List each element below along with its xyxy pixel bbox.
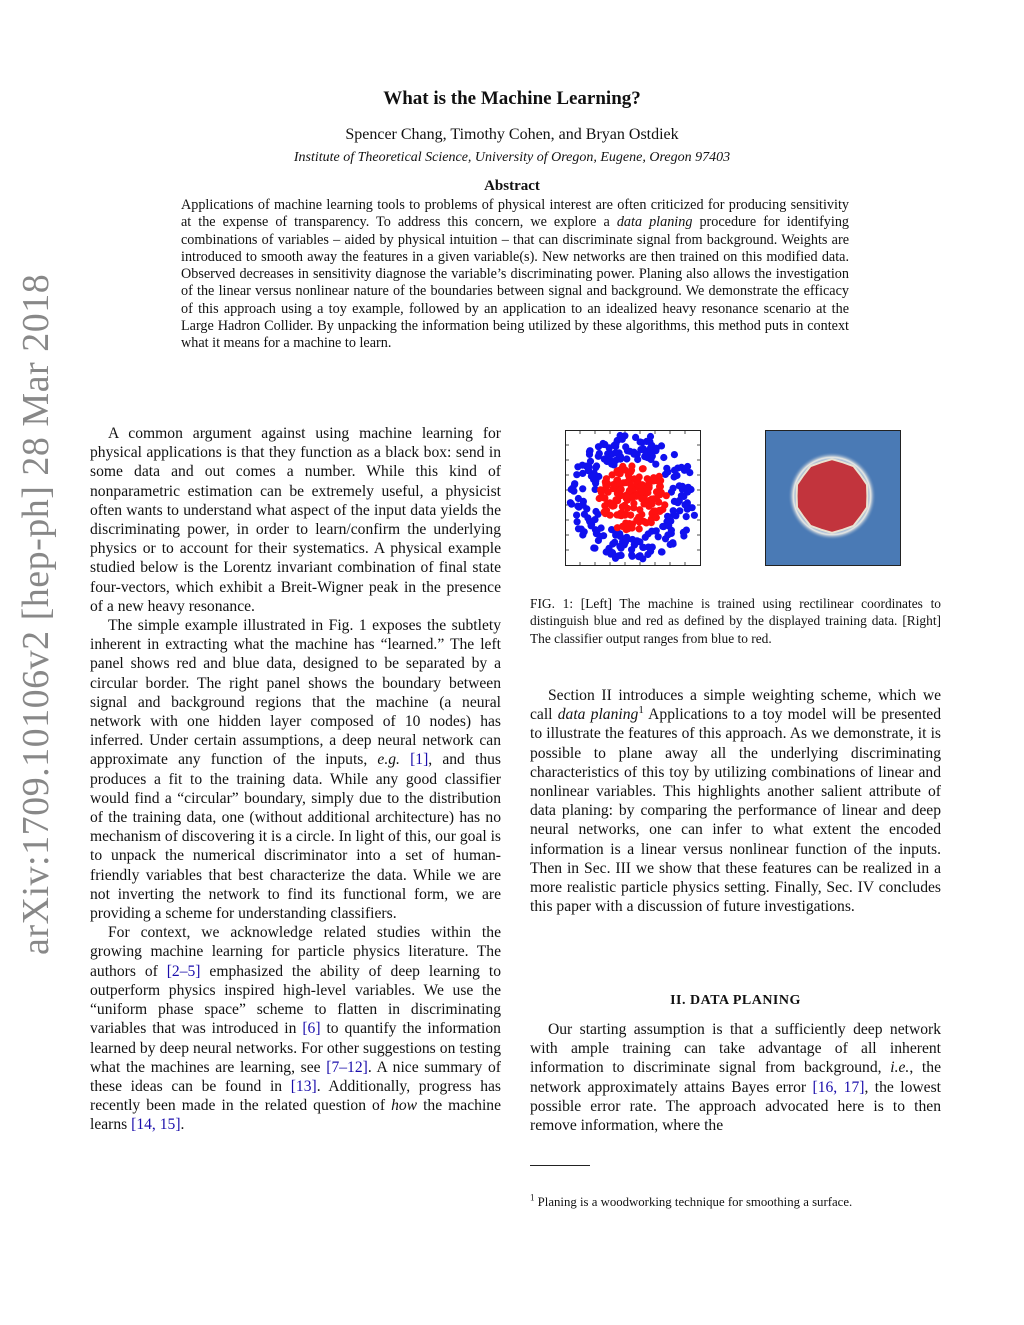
red-point (598, 493, 605, 500)
blue-point (691, 512, 698, 519)
citation-16-17[interactable]: [16, 17] (812, 1078, 865, 1096)
blue-point (671, 451, 678, 458)
section-2-paragraph-1: Our starting assumption is that a sufficiently deep network with ample training can take advantage of all inherent information to discriminate signal from background, i.e., the network approximately attains Bayes error [16, 17], the lowest possible error rate. The approach advocated here is to then remove information, where the (530, 1021, 941, 1135)
blue-point (619, 436, 626, 443)
blue-point (623, 455, 630, 462)
red-point (644, 475, 651, 482)
blue-point (603, 548, 610, 555)
blue-point (586, 448, 593, 455)
blue-point (568, 486, 575, 493)
blue-point (579, 485, 586, 492)
red-point (604, 500, 611, 507)
blue-point (573, 512, 580, 519)
red-point (622, 520, 629, 527)
red-point (656, 507, 663, 514)
abstract-heading: Abstract (484, 178, 540, 194)
footnote-1: $^1$ Planing is a woodworking technique for smoothing a surface. (530, 1192, 853, 1209)
citation-14-15[interactable]: [14, 15] (131, 1116, 181, 1134)
blue-point (644, 454, 651, 461)
red-point (629, 494, 636, 501)
blue-point (583, 463, 590, 470)
figure-left-scatter (565, 430, 701, 566)
authors: Spencer Chang, Timothy Cohen, and Bryan Ostdiek (345, 126, 679, 143)
red-point (658, 489, 665, 496)
blue-point (678, 492, 685, 499)
blue-point (647, 548, 654, 555)
intro-paragraph-3: For context, we acknowledge related studies within the growing machine learning for particle physics literature. The authors of [2–5] emphasized the ability of deep learning to outperform physics inspired high-level variables. We use the “uniform phase space” scheme to flatten in discriminating variables that was introduced in [6] to quantify the information learned by deep neural networks. For other suggestions on testing what the machines are learning, see [7–12]. A nice summary of these ideas can be found in [13]. Additionally, progress has recently been made in the related question of how the machine learns [14, 15]. (90, 924, 502, 1134)
blue-point (592, 526, 599, 533)
right-column-intro (530, 686, 941, 916)
figure-right-classifier (765, 430, 901, 566)
blue-point (568, 501, 575, 508)
red-point (622, 511, 629, 518)
blue-point (632, 434, 639, 441)
blue-point (680, 532, 687, 539)
blue-point (591, 545, 598, 552)
blue-point (629, 553, 636, 560)
blue-point (652, 447, 659, 454)
blue-point (573, 471, 580, 478)
blue-point (617, 453, 624, 460)
blue-point (673, 472, 680, 479)
blue-point (615, 552, 622, 559)
section-2-heading: II. DATA PLANING (670, 993, 801, 1008)
red-point (605, 489, 612, 496)
blue-point (643, 438, 650, 445)
red-point (619, 503, 626, 510)
blue-point (586, 517, 593, 524)
blue-point (658, 548, 665, 555)
blue-point (609, 549, 616, 556)
citation-6[interactable]: [6] (302, 1020, 321, 1038)
red-point (636, 473, 643, 480)
red-point (655, 499, 662, 506)
citation-7-12[interactable]: [7–12] (326, 1058, 368, 1076)
red-point (650, 474, 657, 481)
blue-point (580, 498, 587, 505)
blue-point (599, 440, 606, 447)
blue-point (622, 443, 629, 450)
red-point (636, 525, 643, 532)
blue-point (684, 463, 691, 470)
blue-point (674, 499, 681, 506)
blue-point (612, 440, 619, 447)
figure-1-caption: FIG. 1: [Left] The machine is trained using rectilinear coordinates to distinguish blue and red as defined by the displayed training data. [Right] The classifier output ranges from blue to red. (530, 596, 941, 646)
arxiv-stamp: arXiv:1709.10106v2 [hep-ph] 28 Mar 2018 (15, 273, 57, 955)
blue-point (616, 543, 623, 550)
blue-point (574, 518, 581, 525)
blue-point (652, 461, 659, 468)
blue-point (597, 533, 604, 540)
left-column (90, 424, 501, 1135)
blue-point (689, 504, 696, 511)
blue-point (617, 533, 624, 540)
blue-point (581, 528, 588, 535)
red-point (610, 481, 617, 488)
citation-1[interactable]: [1] (410, 751, 429, 769)
blue-point (608, 451, 615, 458)
blue-point (623, 534, 630, 541)
red-point (622, 479, 629, 486)
paper-title: What is the Machine Learning? (383, 88, 641, 109)
intro-paragraph-2: The simple example illustrated in Fig. 1 exposes the subtlety inherent in extracting what the machine has “learned.” The left panel shows red and blue data, designed to be separated by a circular border. The right panel shows the boundary between signal and background regions that the machine (a neural network with one hidden layer composed of 10 nodes) has inferred. Under certain assumptions, a deep neural network can approximate any function of the inputs, e.g. [1], and thus produces a fit to the training data. While any good classifier would find a “circular” boundary, simply due to the distribution of the training data, one (without additional architecture) has no mechanism of discovering it is a circle. In light of this, our goal is to unpack the numerical discriminator into a set of human-friendly variables that best characterize the data. While we are not inverting the network to find its functional form, we are providing a scheme for understanding classifiers. (90, 617, 501, 923)
blue-point (665, 522, 672, 529)
blue-point (630, 449, 637, 456)
blue-point (660, 454, 667, 461)
blue-point (640, 544, 647, 551)
red-point (603, 483, 610, 490)
footnote-rule (530, 1165, 590, 1166)
red-point (638, 495, 645, 502)
red-point (637, 482, 644, 489)
red-point (614, 497, 621, 504)
blue-point (648, 528, 655, 535)
red-point (640, 465, 647, 472)
abstract-body: Applications of machine learning tools to problems of physical interest are often criticized for producing sensitivity at the expense of transparency. To address this concern, we explore a data planing procedure for identifying combinations of variables – aided by physical intuition – that can discriminate signal from background. Weights are introduced to smooth away the features in a given variable(s). New networks are then trained on this modified data. Observed decreases in sensitivity diagnose the variable’s discriminating power. Planing also allows the investigation of the linear versus nonlinear nature of the boundaries between signal and background. We demonstrate the efficacy of this approach using a toy example, followed by an application to an idealized heavy resonance scenario at the Large Hadron Collider. By unpacking the information being utilized by these algorithms, this method puts in context what it means for a machine to learn. (181, 197, 850, 352)
citation-13[interactable]: [13] (290, 1077, 317, 1095)
footnote-ref-1[interactable]: 1 (638, 704, 644, 717)
blue-point (593, 462, 600, 469)
intro-paragraph-1: A common argument against using machine learning for physical applications is that they function as a black box: send in some data and out comes a number. While this kind of nonparametric estimation can be extremely useful, a physicist often wants to understand what aspect of the input data yields the discriminating power, in order to learn/confirm the underlying physics or to account for their systematics. A physical example studied below is the Lorentz invariant combination of final state four-vectors, which exhibit a Breit-Wigner peak in the presence of a new heavy resonance. (90, 425, 501, 615)
red-point (656, 478, 663, 485)
classifier-signal-region (797, 459, 868, 533)
red-point (643, 519, 650, 526)
section-2-body (530, 1020, 941, 1135)
red-point (628, 462, 635, 469)
red-point (636, 518, 643, 525)
blue-point (595, 453, 602, 460)
blue-point (592, 477, 599, 484)
blue-point (667, 541, 674, 548)
red-point (603, 507, 610, 514)
blue-point (575, 504, 582, 511)
red-point (638, 511, 645, 518)
blue-point (634, 537, 641, 544)
red-point (616, 512, 623, 519)
blue-point (592, 508, 599, 515)
blue-point (684, 489, 691, 496)
red-point (630, 500, 637, 507)
blue-point (609, 540, 616, 547)
blue-point (683, 513, 690, 520)
citation-2-5[interactable]: [2–5] (166, 962, 201, 980)
red-point (629, 521, 636, 528)
affiliation: Institute of Theoretical Science, University of Oregon, Eugene, Oregon 97403 (293, 150, 731, 165)
blue-point (636, 552, 643, 559)
red-point (648, 500, 655, 507)
red-point (617, 470, 624, 477)
blue-point (574, 463, 581, 470)
blue-point (662, 535, 669, 542)
blue-point (670, 511, 677, 518)
intro-paragraph-4: Section II introduces a simple weighting scheme, which we call data planing$^1$ Applications to a toy model will be presented to illustrate the features of this approach. As we demonstrate, it is possible to plane away all the underlying discriminating characteristics of this toy by utilizing combinations of linear and nonlinear variables. This highlights another salient attribute of data planing: by comparing the performance of linear and deep neural networks, one can infer to what extent the encoded information is a linear versus nonlinear function of the inputs. Then in Sec. III we show that these features can be realized in a more realistic particle physics setting. Finally, Sec. IV concludes this paper with a discussion of future investigations. (530, 687, 942, 916)
blue-point (670, 485, 677, 492)
blue-point (608, 461, 615, 468)
blue-point (676, 482, 683, 489)
red-point (653, 514, 660, 521)
blue-point (664, 468, 671, 475)
